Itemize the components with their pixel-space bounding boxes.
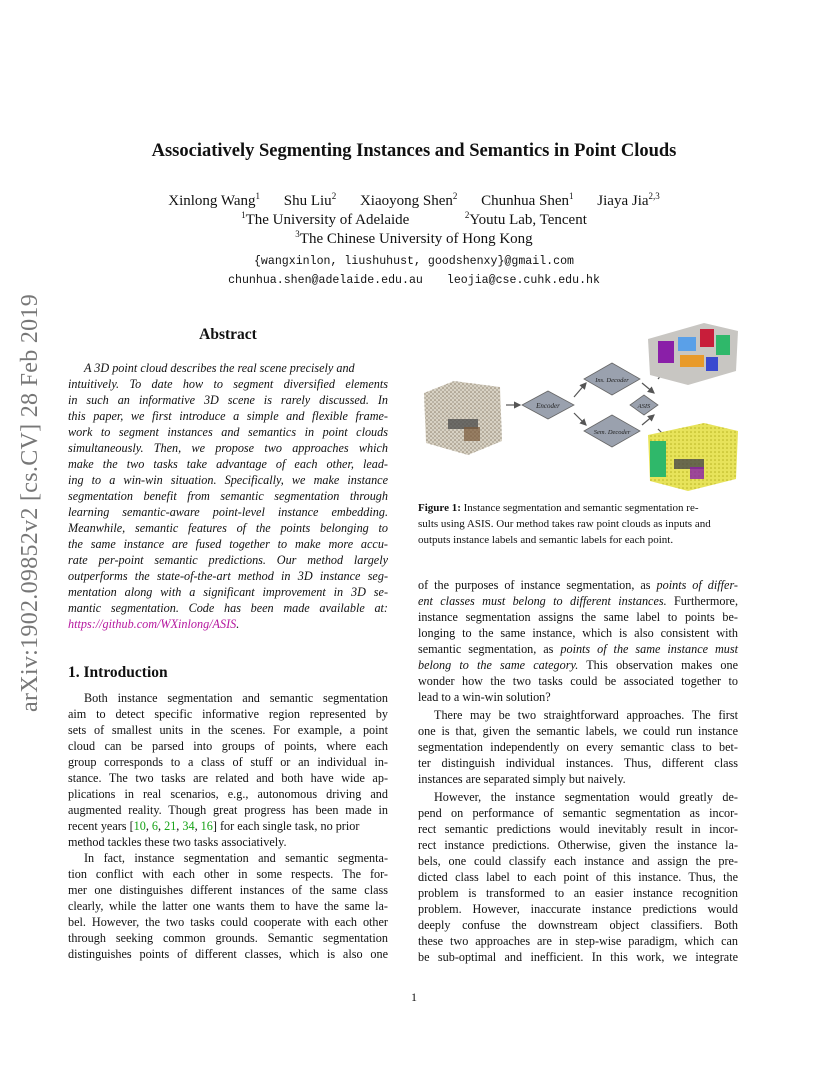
intro-line: aim to detect specific informative region represented by — [68, 707, 388, 721]
page-number: 1 — [411, 990, 417, 1004]
affiliation-cuhk: The Chinese University of Hong Kong — [299, 231, 533, 247]
citation-link[interactable]: 6 — [151, 819, 159, 833]
affiliations-line-2: $^3$The Chinese University of Hong Kong — [295, 229, 533, 247]
section-heading-introduction: 1. Introduction — [68, 664, 168, 681]
affiliation-tencent: Youtu Lab, Tencent — [469, 212, 587, 228]
intro-line-citations: recent years [10, 6, 21, 34, 16] for each single task, no prior — [68, 819, 360, 833]
author: Jiaya Jia$^{2,3}$ — [597, 191, 660, 209]
intro-line: stance. The two tasks are related and both have wide ap- — [68, 771, 388, 785]
body-line: instance segmentation assigns the same label to points be- — [418, 610, 738, 624]
semantic-output-image — [648, 423, 738, 491]
body-line: problem. However, inaccurate instance predictions would — [418, 902, 738, 916]
body-line: be sub-optimal and inefficient. In this work, we integrate — [418, 950, 738, 964]
figure-1 — [418, 323, 748, 493]
abstract-line: make the two tasks take advantage of each other, lead- — [68, 457, 388, 471]
abstract-line: outperforms the state-of-the-art method in 3D instance seg- — [68, 569, 388, 583]
body-line: rect instance predictions. Otherwise, given the instance la- — [418, 838, 738, 852]
body-line: dicted class label to each point of this instance. Thus, the — [418, 870, 738, 884]
intro-line: distinguishes points of different classes, which is also one — [68, 947, 388, 961]
author: Xinlong Wang$^1$ — [168, 191, 260, 209]
abstract-line: mantic segmentation. Code has been made available at: — [68, 601, 388, 615]
body-line: instances are separated simply but naively. — [418, 772, 626, 786]
body-line: semantic segmentation, as points of the same instance must — [418, 642, 738, 656]
citation-link[interactable]: 16 — [200, 819, 213, 833]
affiliation-adelaide: The University of Adelaide — [245, 212, 410, 228]
body-line: ter distinguish individual instances. Thus, different class — [418, 756, 738, 770]
intro-line: tion conflict with each other in some respects. The for- — [68, 867, 388, 881]
abstract-line: in such an informative 3D scene is rarely discussed. In — [68, 393, 388, 407]
citation-link[interactable]: 34 — [182, 819, 195, 833]
abstract-line: Meanwhile, semantic features of the points belonging to — [68, 521, 388, 535]
input-point-cloud-image — [424, 381, 502, 455]
author: Chunhua Shen$^1$ — [481, 191, 574, 209]
intro-line: clearly, while the latter one wants them to have the same la- — [68, 899, 388, 913]
intro-line: mer one distinguishes different instances of the same class — [68, 883, 388, 897]
figure-1-caption-line: outputs instance labels and semantic labels for each point. — [418, 534, 674, 546]
intro-line: Both instance segmentation and semantic segmentation — [84, 691, 388, 705]
intro-line: group corresponds to a class of stuff or an individual in- — [68, 755, 388, 769]
author-list — [0, 193, 828, 210]
abstract-heading: Abstract — [199, 326, 257, 343]
body-line: However, the instance segmentation would greatly de- — [434, 790, 738, 804]
email-line-2: chunhua.shen@adelaide.edu.au leojia@cse.cuhk.edu.hk — [228, 274, 600, 287]
body-line: longing to the same instance, which is also consistent with — [418, 626, 738, 640]
body-line: There may be two straightforward approaches. The first — [434, 708, 738, 722]
body-line: rect semantic predictions would inevitably result in incor- — [418, 822, 738, 836]
intro-line: plications in real scenarios, e.g., autonomous driving and — [68, 787, 388, 801]
abstract-line: the same instance are fused together to make more accu- — [68, 537, 388, 551]
figure-1-caption-line: sults using ASIS. Our method takes raw point clouds as inputs and — [418, 518, 711, 530]
body-line: bels, one could classify each instance and assign the pre- — [418, 854, 738, 868]
abstract-line: intuitively. To date how to segment diversified elements — [68, 377, 388, 391]
sem-decoder-label: Sem. Decoder — [593, 429, 631, 436]
body-line: segmentation independently on every semantic class to bet- — [418, 740, 738, 754]
body-line: belong to the same category. This observation makes one — [418, 658, 738, 672]
body-line: of the purposes of instance segmentation, as points of differ- — [418, 578, 738, 592]
asis-label: ASIS — [637, 403, 651, 410]
abstract-last-line: https://github.com/WXinlong/ASIS. — [68, 617, 240, 631]
body-line: wonder how the two tasks could be associated together to — [418, 674, 738, 688]
arxiv-identifier: arXiv:1902.09852v2 [cs.CV] 28 Feb 2019 — [17, 293, 43, 712]
citation-link[interactable]: 10 — [133, 819, 146, 833]
intro-line: In fact, instance segmentation and semantic segmenta- — [84, 851, 388, 865]
body-line: lead to a win-win solution? — [418, 690, 551, 704]
instance-output-image — [648, 323, 738, 385]
encoder-label: Encoder — [536, 402, 560, 410]
abstract-line: work to segment instances and semantics in point clouds — [68, 425, 388, 439]
figure-1-label: Figure 1: — [418, 502, 461, 514]
intro-line: cloud can be parsed into groups of points, where each — [68, 739, 388, 753]
intro-line: bel. However, the two tasks could cooperate with each other — [68, 915, 388, 929]
abstract-line: mentation along with a significant improvement in 3D se- — [68, 585, 388, 599]
intro-line: sets of smallest units in the scenes. For example, a point — [68, 723, 388, 737]
abstract-line: rate per-point semantic predictions. Our method largely — [68, 553, 388, 567]
abstract-line: learning semantic-aware point-level instance embedding. — [68, 505, 388, 519]
figure-1-caption-line: Figure 1: Instance segmentation and semantic segmentation re- — [418, 502, 699, 514]
abstract-line: ing to a win-win situation. Specifically, we make instance — [68, 473, 388, 487]
citation-link[interactable]: 21 — [164, 819, 177, 833]
email-line-1: {wangxinlon, liushuhust, goodshenxy}@gmail.com — [253, 255, 575, 268]
body-line: problem is transformed to an easier instance recognition — [418, 886, 738, 900]
body-line: pend on performance of semantic segmentation as incor- — [418, 806, 738, 820]
ins-decoder-label: Ins. Decoder — [595, 377, 629, 384]
author: Xiaoyong Shen$^2$ — [359, 191, 458, 209]
abstract-line: this paper, we first introduce a simple and flexible frame- — [68, 409, 388, 423]
intro-line: augmented reality. Though great progress has been made in — [68, 803, 388, 817]
abstract-line: A 3D point cloud describes the real scene precisely and — [84, 361, 355, 375]
author: Shu Liu$^2$ — [283, 191, 337, 209]
body-line: deeply confuse the downstream object classifiers. Both — [418, 918, 738, 932]
intro-line: method tackles these two tasks associatively. — [68, 835, 287, 849]
intro-line: through seeking common grounds. Semantic segmentation — [68, 931, 388, 945]
body-line: one is that, given the semantic labels, we could run instance — [418, 724, 738, 738]
code-link[interactable]: https://github.com/WXinlong/ASIS — [68, 617, 237, 631]
paper-title: Associatively Segmenting Instances and Semantics in Point Clouds — [151, 141, 677, 161]
abstract-line: simultaneously. Then, we propose two approaches which — [68, 441, 388, 455]
abstract-line: segmentation benefit from semantic segmentation through — [68, 489, 388, 503]
affiliations-line-1: $^1$The University of Adelaide $^2$Youtu Lab, Tencent — [241, 210, 587, 228]
body-line: ent classes must belong to different instances. Furthermore, — [418, 594, 738, 608]
figure-1-diagram — [418, 323, 748, 493]
body-line: these two approaches are in step-wise paradigm, which can — [418, 934, 738, 948]
